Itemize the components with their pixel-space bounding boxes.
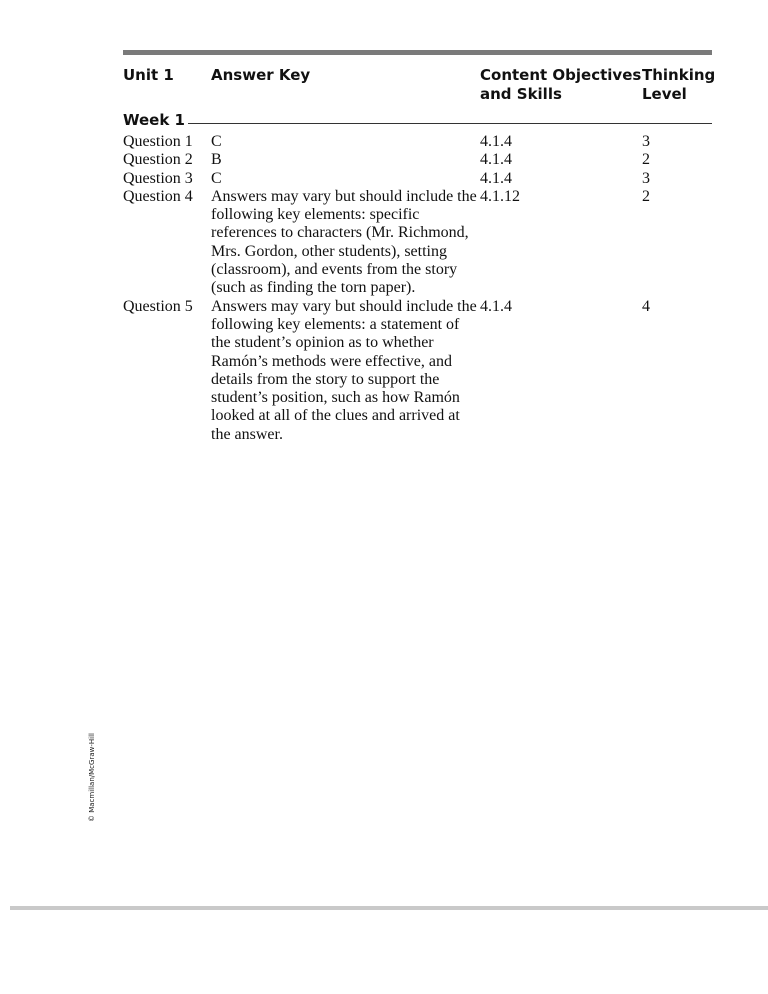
objective-code: 4.1.4	[480, 169, 512, 187]
answer-text: Answers may vary but should include the following key elements: specific references to characters (Mr. Richmond, Mrs. Gordon, other students), setting (classroom), and events from the story (such as finding the torn paper).	[211, 187, 477, 297]
content-objectives-heading-line1: Content Objectives	[480, 66, 642, 84]
question-label: Question 4	[123, 187, 193, 205]
answer-text: Answers may vary but should include the following key elements: a statement of the student’s opinion as to whether Ramón’s methods were effective, and details from the story to support the student’s position, such as how Ramón looked at all of the clues and arrived at the answer.	[211, 297, 477, 443]
question-label: Question 5	[123, 297, 193, 315]
table-row	[123, 133, 723, 151]
week-label: Week 1	[123, 111, 185, 129]
answer-text: B	[211, 151, 222, 169]
thinking-level-heading-line1: Thinking	[642, 66, 716, 84]
objective-code: 4.1.12	[480, 187, 520, 205]
objective-code: 4.1.4	[480, 151, 512, 169]
objective-code: 4.1.4	[480, 133, 512, 150]
content-objectives-heading	[480, 66, 641, 104]
bottom-rule	[10, 906, 768, 910]
thinking-level: 2	[642, 187, 650, 205]
content-objectives-heading-line2: and Skills	[480, 85, 562, 103]
table-row	[123, 188, 723, 298]
table-row	[123, 151, 723, 169]
thinking-level: 3	[642, 133, 650, 150]
top-rule	[123, 50, 712, 55]
question-label: Question 1	[123, 133, 193, 150]
question-label: Question 2	[123, 151, 193, 169]
table-row	[123, 298, 723, 444]
answer-key-heading: Answer Key	[211, 66, 311, 84]
objective-code: 4.1.4	[480, 297, 512, 315]
thinking-level: 4	[642, 297, 650, 315]
unit-heading: Unit 1	[123, 66, 174, 84]
answer-text: C	[211, 169, 222, 187]
thinking-level: 3	[642, 169, 650, 187]
copyright-notice: © Macmillan/McGraw-Hill	[88, 733, 96, 822]
week-rule	[188, 123, 712, 124]
table-row	[123, 170, 723, 188]
answer-text: C	[211, 133, 222, 150]
question-label: Question 3	[123, 169, 193, 187]
thinking-level-heading	[642, 66, 715, 104]
thinking-level-heading-line2: Level	[642, 85, 687, 103]
answer-table	[123, 133, 723, 444]
thinking-level: 2	[642, 151, 650, 169]
